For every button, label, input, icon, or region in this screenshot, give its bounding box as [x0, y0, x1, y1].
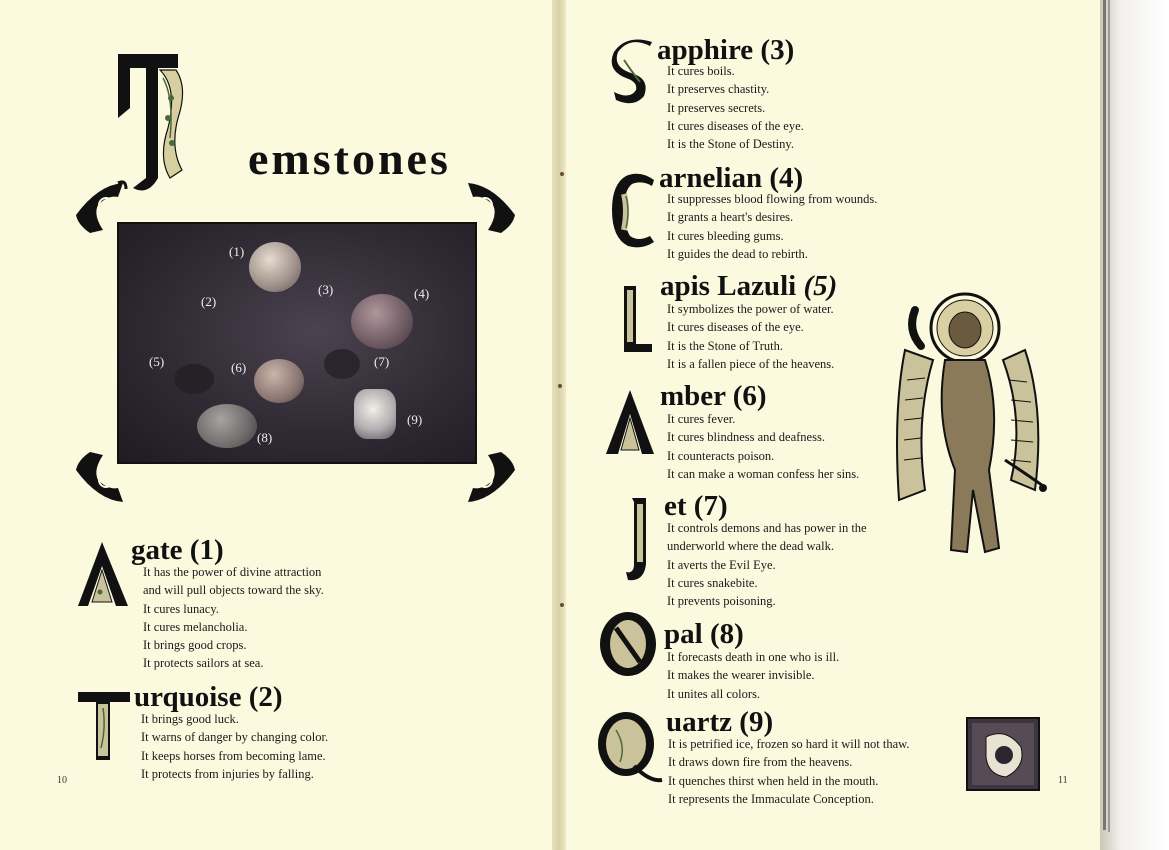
entry-text: It cures fever. It cures blindness and deafness. It counteracts poison. It can make a woman confess her sins. [667, 412, 860, 481]
photo-label: (2) [201, 294, 217, 309]
illuminated-a-icon [604, 388, 656, 458]
entry-text: It is petrified ice, frozen so hard it will not thaw. It draws down fire from the heavens. It quenches thirst when held in the mouth. It represents the Immaculate Conception. [668, 737, 910, 806]
entry-title: mber (6) [660, 380, 767, 412]
entry-title: et (7) [664, 490, 728, 522]
entry-text: It controls demons and has power in the underworld where the dead walk. It averts the Evil Eye. It cures snakebite. It prevents poisoning. [667, 521, 867, 609]
carnelian-stone [351, 294, 413, 349]
book-gutter [552, 0, 566, 850]
entry-text: It cures boils. It preserves chastity. It preserves secrets. It cures diseases of the eye. It is the Stone of Destiny. [667, 64, 804, 152]
entry-text: It forecasts death in one who is ill. It makes the wearer invisible. It unites all colors. [667, 650, 840, 701]
entry-text: It has the power of divine attraction and will pull objects toward the sky. It cures lunacy. It cures melancholia. It brings good crops. It protects sailors at sea. [143, 565, 324, 671]
entry-title: urquoise (2) [134, 681, 283, 713]
entry-title: gate (1) [131, 534, 224, 566]
quartz-stone [354, 389, 396, 439]
entry-title: uartz (9) [666, 706, 774, 738]
gemstones-photo [117, 222, 477, 464]
small-emblem-image [966, 717, 1040, 791]
illuminated-q-icon [594, 706, 664, 786]
photo-label: (1) [229, 244, 245, 259]
entry-title: apis Lazuli (5) [660, 270, 838, 302]
title-text: emstones [248, 133, 451, 184]
photo-label: (7) [374, 354, 390, 369]
jet-stone [324, 349, 360, 379]
illuminated-t-icon [76, 688, 132, 764]
entry-title: arnelian (4) [659, 162, 804, 194]
gemstone-photo-frame [68, 175, 523, 510]
opal-stone [197, 404, 257, 448]
winged-lion-illustration [885, 290, 1050, 565]
illuminated-j-icon [622, 494, 656, 584]
agate-stone [249, 242, 301, 292]
entry-text: It symbolizes the power of water. It cures diseases of the eye. It is the Stone of Truth. It is a fallen piece of the heavens. [667, 302, 835, 371]
page-number-left: 10 [57, 775, 67, 786]
photo-label: (9) [407, 412, 423, 427]
amber-stone [254, 359, 304, 403]
entry-title: pal (8) [664, 618, 744, 650]
page-number-right: 11 [1058, 775, 1068, 786]
photo-label: (6) [231, 360, 247, 375]
entry-text: It brings good luck. It warns of danger by changing color. It keeps horses from becoming lame. It protects from injuries by falling. [141, 712, 329, 781]
photo-label: (3) [318, 282, 334, 297]
illuminated-c-icon [610, 170, 658, 250]
lapis-stone [174, 364, 214, 394]
illuminated-a-icon [76, 540, 130, 610]
page-edge [1100, 0, 1169, 850]
photo-label: (5) [149, 354, 165, 369]
photo-label: (4) [414, 286, 430, 301]
illuminated-s-icon [610, 38, 656, 110]
illuminated-o-icon [596, 608, 660, 680]
entry-title: apphire (3) [657, 34, 795, 66]
photo-label: (8) [257, 430, 273, 445]
entry-text: It suppresses blood flowing from wounds. It grants a heart's desires. It cures bleeding gums. It guides the dead to rebirth. [667, 192, 878, 261]
illuminated-l-icon [620, 282, 656, 354]
